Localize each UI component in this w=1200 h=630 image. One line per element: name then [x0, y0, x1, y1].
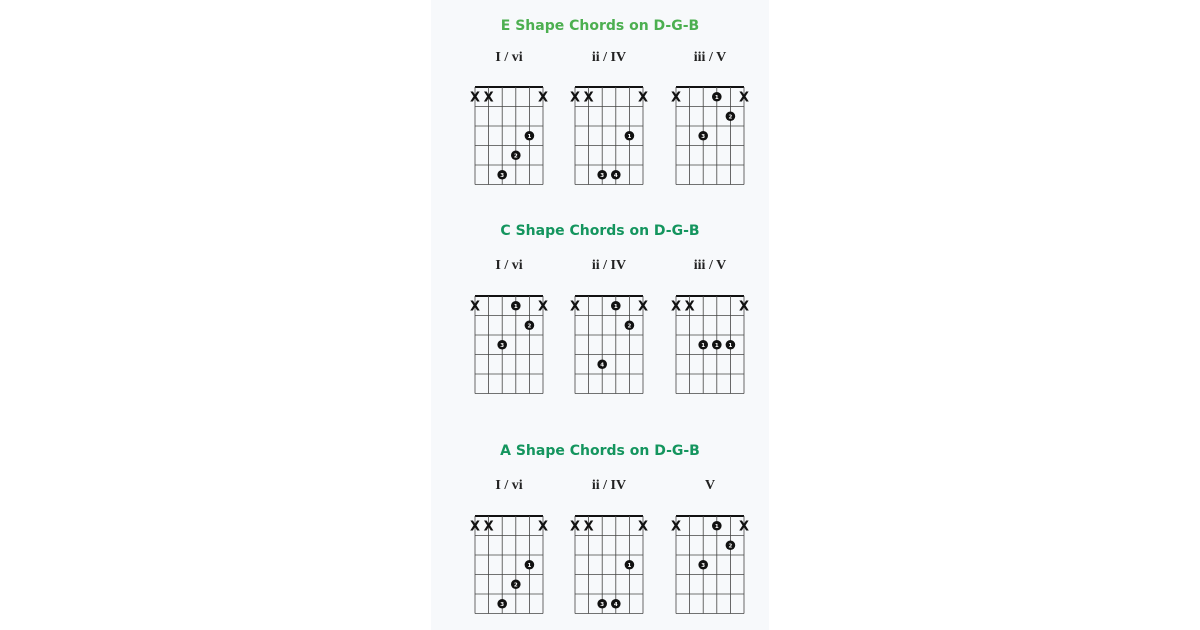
chord-name: I / vi [495, 258, 523, 273]
svg-text:1: 1 [627, 562, 632, 569]
finger-dot [698, 560, 708, 570]
svg-text:3: 3 [600, 601, 605, 608]
svg-text:3: 3 [500, 342, 505, 349]
muted-string-x: X [483, 90, 494, 106]
chord-name: iii / V [693, 258, 727, 273]
svg-text:3: 3 [500, 601, 505, 608]
muted-string-x: X [738, 299, 750, 315]
svg-text:1: 1 [714, 342, 719, 349]
svg-text:3: 3 [600, 172, 605, 179]
svg-text:3: 3 [701, 133, 706, 140]
svg-text:2: 2 [527, 323, 532, 330]
svg-text:3: 3 [500, 172, 505, 179]
muted-string-x: X [637, 519, 649, 535]
c-shape-section-title: C Shape Chords on D-G-B [500, 223, 700, 239]
finger-dot [597, 599, 607, 609]
finger-dot [497, 340, 507, 350]
muted-string-x: X [583, 90, 594, 106]
chord-diagram [570, 85, 648, 195]
finger-dot [597, 359, 607, 369]
finger-dot [625, 560, 635, 570]
muted-string-x: X [670, 299, 682, 315]
finger-dot [726, 111, 736, 121]
chord-diagram [470, 294, 548, 404]
finger-dot [712, 92, 722, 102]
muted-string-x: X [670, 519, 682, 535]
svg-text:2: 2 [728, 114, 733, 121]
chord-diagram [671, 294, 749, 404]
svg-text:1: 1 [513, 303, 518, 310]
chord-chart-panel [431, 0, 769, 630]
muted-string-x: X [569, 90, 581, 106]
finger-dot [726, 340, 736, 350]
svg-text:2: 2 [513, 582, 518, 589]
finger-dot [511, 301, 521, 311]
chord-diagram [470, 514, 548, 624]
finger-dot [625, 131, 635, 141]
finger-dot [525, 560, 535, 570]
svg-text:1: 1 [527, 133, 532, 140]
muted-string-x: X [469, 90, 481, 106]
finger-dot [525, 131, 535, 141]
chord-name: iii / V [693, 50, 727, 65]
muted-string-x: X [738, 90, 750, 106]
svg-text:1: 1 [714, 523, 719, 530]
svg-text:2: 2 [513, 153, 518, 160]
finger-dot [597, 170, 607, 180]
muted-string-x: X [670, 90, 682, 106]
finger-dot [611, 170, 621, 180]
svg-text:1: 1 [613, 303, 618, 310]
svg-text:4: 4 [613, 172, 618, 179]
svg-text:1: 1 [728, 342, 733, 349]
muted-string-x: X [537, 299, 549, 315]
muted-string-x: X [483, 519, 494, 535]
svg-text:1: 1 [527, 562, 532, 569]
finger-dot [611, 301, 621, 311]
chord-name: ii / IV [591, 50, 627, 65]
muted-string-x: X [637, 90, 649, 106]
muted-string-x: X [469, 299, 481, 315]
chord-name: I / vi [495, 478, 523, 493]
a-shape-section-title: A Shape Chords on D-G-B [500, 443, 700, 459]
chord-diagram [570, 514, 648, 624]
muted-string-x: X [738, 519, 750, 535]
finger-dot [712, 340, 722, 350]
chord-name: ii / IV [591, 258, 627, 273]
e-shape-section-title: E Shape Chords on D-G-B [500, 18, 700, 34]
finger-dot [511, 579, 521, 589]
finger-dot [625, 320, 635, 330]
finger-dot [712, 521, 722, 531]
muted-string-x: X [569, 519, 581, 535]
finger-dot [726, 540, 736, 550]
chord-diagram [570, 294, 648, 404]
finger-dot [525, 320, 535, 330]
muted-string-x: X [537, 519, 549, 535]
svg-text:1: 1 [627, 133, 632, 140]
muted-string-x: X [684, 299, 695, 315]
muted-string-x: X [469, 519, 481, 535]
finger-dot [497, 170, 507, 180]
finger-dot [611, 599, 621, 609]
chord-name: ii / IV [591, 478, 627, 493]
chord-name: V [704, 478, 716, 493]
muted-string-x: X [583, 519, 594, 535]
finger-dot [698, 131, 708, 141]
muted-string-x: X [569, 299, 581, 315]
svg-text:4: 4 [600, 362, 605, 369]
muted-string-x: X [637, 299, 649, 315]
muted-string-x: X [537, 90, 549, 106]
chord-name: I / vi [495, 50, 523, 65]
finger-dot [698, 340, 708, 350]
svg-text:4: 4 [613, 601, 618, 608]
finger-dot [497, 599, 507, 609]
svg-text:2: 2 [627, 323, 632, 330]
svg-text:2: 2 [728, 543, 733, 550]
svg-text:3: 3 [701, 562, 706, 569]
svg-text:1: 1 [701, 342, 706, 349]
chord-diagram [470, 85, 548, 195]
svg-text:1: 1 [714, 94, 719, 101]
chord-diagram [671, 514, 749, 624]
chord-diagram [671, 85, 749, 195]
finger-dot [511, 150, 521, 160]
